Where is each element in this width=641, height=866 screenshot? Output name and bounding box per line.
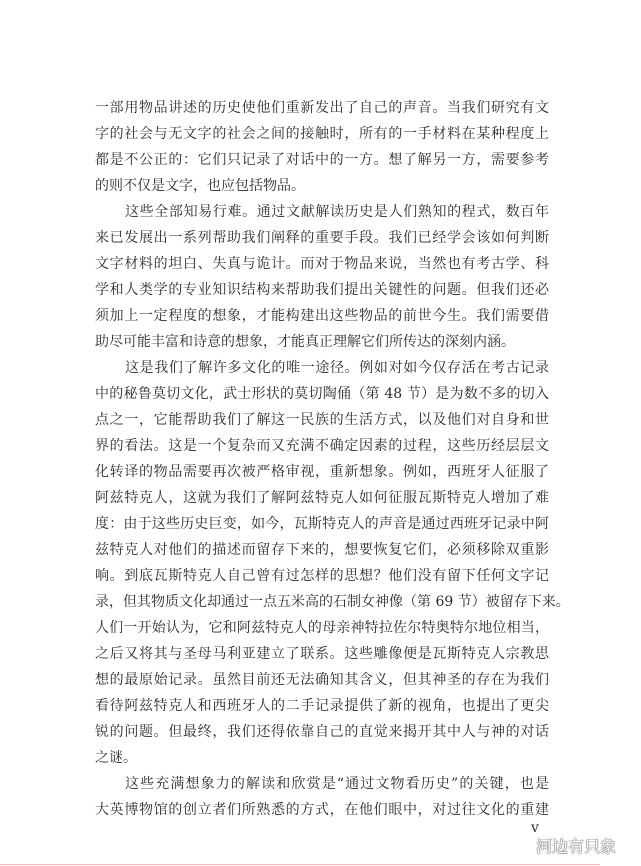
paragraph [95,355,570,771]
text-line: 助尽可能丰富和诗意的想象，才能真正理解它们所传达的深刻内涵。 [95,334,515,350]
paragraph [95,95,549,199]
text-line: 界的看法。这是一个复杂而又充满不确定因素的过程，这些历经层层文 [95,438,549,454]
text-line: 之谜。 [95,750,137,766]
text-line: 这些充满想象力的解读和欣赏是“通过文物看历史”的关键，也是 [125,776,549,792]
text-line: 人们一开始认为，它和阿兹特克人的母亲神特拉佐尔特奥特尔地位相当， [95,620,549,636]
text-line: 一部用物品讲述的历史使他们重新发出了自己的声音。当我们研究有文 [95,100,549,116]
text-line: 来已发展出一系列帮助我们阐释的重要手段。我们已经学会该如何判断 [95,230,549,246]
bottom-rule [0,864,600,865]
text-line: 化转译的物品需要再次被严格审视，重新想象。例如，西班牙人征服了 [95,464,549,480]
text-line: 大英博物馆的创立者们所熟悉的方式，在他们眼中，对过往文化的重建 [95,802,549,818]
text-line: 响。到底瓦斯特克人自己曾有过怎样的思想？他们没有留下任何文字记 [95,568,549,584]
text-line: 度：由于这些历史巨变，如今，瓦斯特克人的声音是通过西班牙记录中阿 [95,516,549,532]
body-text [95,95,570,823]
text-line: 录，但其物质文化却通过一点五米高的石制女神像（第 69 节）被留存下来。 [95,594,570,610]
text-line: 这些全部知易行难。通过文献解读历史是人们熟知的程式，数百年 [125,204,549,220]
text-line: 锐的问题。但最终，我们还得依靠自己的直觉来揭开其中人与神的对话 [95,724,549,740]
text-line: 学和人类学的专业知识结构来帮助我们提出关键性的问题。但我们还必 [95,282,549,298]
text-line: 字的社会与无文字的社会之间的接触时，所有的一手材料在某种程度上 [95,126,549,142]
page-number: v [531,820,539,836]
watermark: 河边有只象 [536,837,617,856]
text-line: 文字材料的坦白、失真与诡计。而对于物品来说，当然也有考古学、科 [95,256,549,272]
text-line: 兹特克人对他们的描述而留存下来的，想要恢复它们，必须移除双重影 [95,542,549,558]
text-line: 想的最原始记录。虽然目前还无法确知其含义，但其神圣的存在为我们 [95,672,549,688]
text-line: 中的秘鲁莫切文化，武士形状的莫切陶俑（第 48 节）是为数不多的切入 [95,386,549,402]
text-line: 的则不仅是文字，也应包括物品。 [95,178,305,194]
text-line: 之后又将其与圣母马利亚建立了联系。这些雕像便是瓦斯特克人宗教思 [95,646,549,662]
text-line: 阿兹特克人，这就为我们了解阿兹特克人如何征服瓦斯特克人增加了难 [95,490,549,506]
text-line: 都是不公正的：它们只记录了对话中的一方。想了解另一方，需要参考 [95,152,549,168]
paragraph [95,771,549,823]
text-line: 这是我们了解许多文化的唯一途径。例如对如今仅存活在考古记录 [125,360,549,376]
text-line: 点之一，它能帮助我们了解这一民族的生活方式，以及他们对自身和世 [95,412,549,428]
text-line: 看待阿兹特克人和西班牙人的二手记录提供了新的视角，也提出了更尖 [95,698,549,714]
paragraph [95,199,549,355]
text-line: 须加上一定程度的想象，才能构建出这些物品的前世今生。我们需要借 [95,308,549,324]
